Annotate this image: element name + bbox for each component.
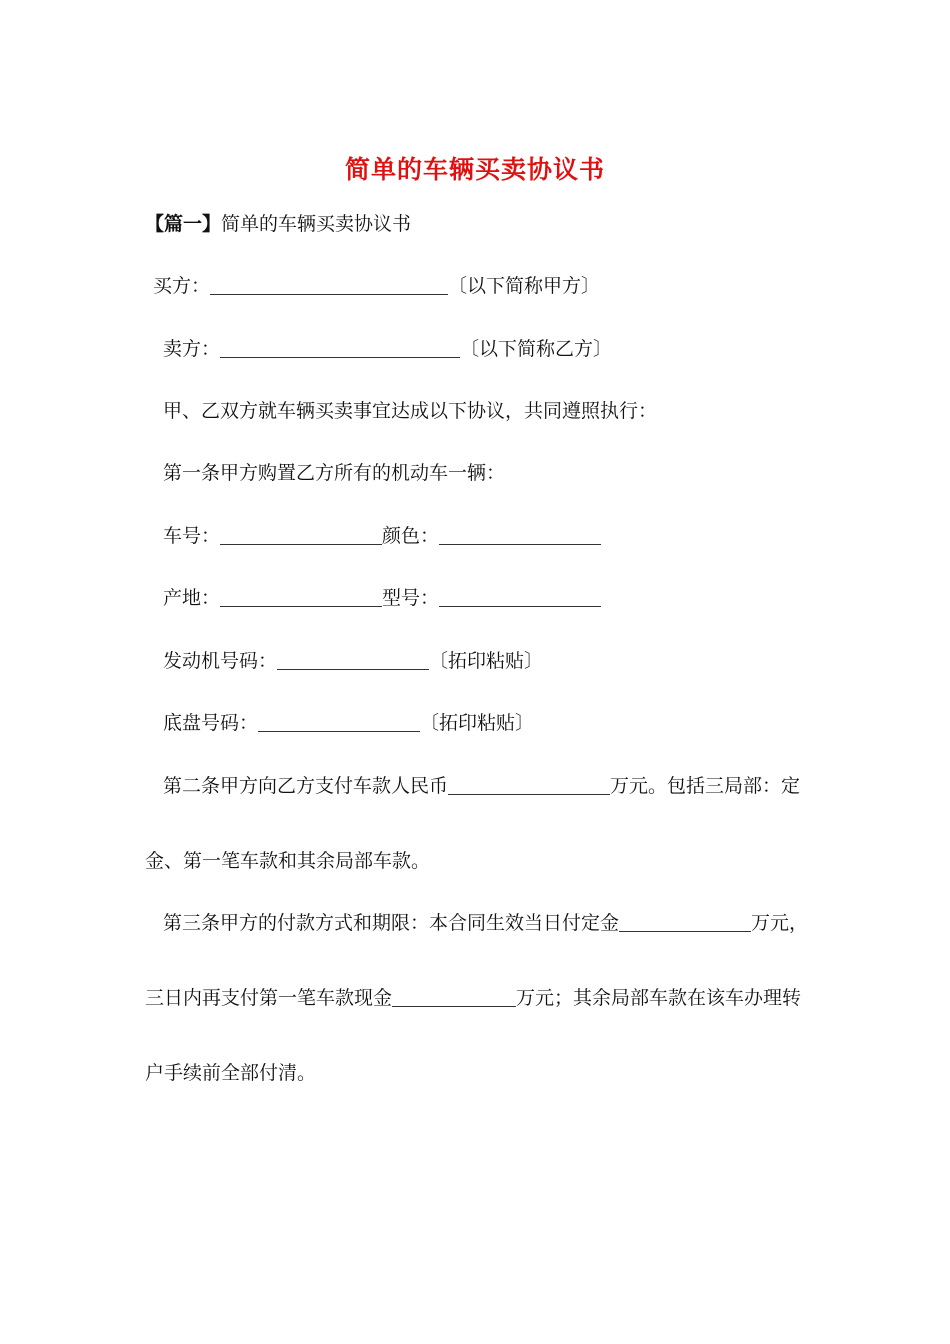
seller-line <box>163 336 612 362</box>
article1-text: 第一条甲方购置乙方所有的机动车一辆： <box>163 462 506 484</box>
article2-text-a: 第二条甲方向乙方支付车款人民币 <box>163 775 449 797</box>
plate-label: 车号： <box>163 525 221 547</box>
engine-label: 发动机号码： <box>163 650 278 672</box>
article3-text-c: 三日内再支付第一笔车款现金 <box>145 987 393 1009</box>
engine-note: 〔拓印粘贴〕 <box>429 650 544 672</box>
section-heading-text: 简单的车辆买卖协议书 <box>221 213 412 235</box>
first-payment-blank[interactable] <box>392 986 516 1007</box>
seller-label: 卖方： <box>163 338 221 360</box>
article3-text-a: 第三条甲方的付款方式和期限：本合同生效当日付定金 <box>163 912 620 934</box>
section-heading <box>145 211 411 237</box>
color-label: 颜色： <box>382 525 440 547</box>
color-blank[interactable] <box>439 524 601 545</box>
intro-text: 甲、乙双方就车辆买卖事宜达成以下协议，共同遵照执行： <box>163 400 658 422</box>
chassis-note: 〔拓印粘贴〕 <box>420 712 535 734</box>
origin-model-line <box>163 585 601 611</box>
buyer-note: 〔以下简称甲方〕 <box>448 275 601 297</box>
chassis-label: 底盘号码： <box>163 712 259 734</box>
buyer-blank[interactable] <box>210 274 448 295</box>
chassis-line <box>163 710 534 736</box>
article2-line1 <box>163 773 800 799</box>
origin-blank[interactable] <box>220 586 382 607</box>
article3-line2 <box>145 985 801 1011</box>
plate-color-line <box>163 523 601 549</box>
article2-text-b: 万元。包括三局部：定 <box>610 775 801 797</box>
plate-blank[interactable] <box>220 524 382 545</box>
document-title: 简单的车辆买卖协议书 <box>344 155 605 184</box>
origin-label: 产地： <box>163 587 221 609</box>
seller-blank[interactable] <box>220 337 460 358</box>
article3-line1 <box>163 910 808 936</box>
engine-line <box>163 648 543 674</box>
deposit-blank[interactable] <box>619 911 751 932</box>
article3-text-d: 万元；其余局部车款在该车办理转 <box>516 987 802 1009</box>
buyer-line <box>153 273 600 299</box>
article3-line3: 户手续前全部付清。 <box>145 1062 317 1084</box>
article2-line2: 金、第一笔车款和其余局部车款。 <box>145 850 431 872</box>
price-blank[interactable] <box>448 774 610 795</box>
section-bracket: 【篇一】 <box>145 213 222 235</box>
model-blank[interactable] <box>439 586 601 607</box>
model-label: 型号： <box>382 587 440 609</box>
buyer-label: 买方： <box>153 275 211 297</box>
engine-blank[interactable] <box>277 649 429 670</box>
seller-note: 〔以下简称乙方〕 <box>460 338 613 360</box>
chassis-blank[interactable] <box>258 711 420 732</box>
article3-text-b: 万元， <box>751 912 809 934</box>
